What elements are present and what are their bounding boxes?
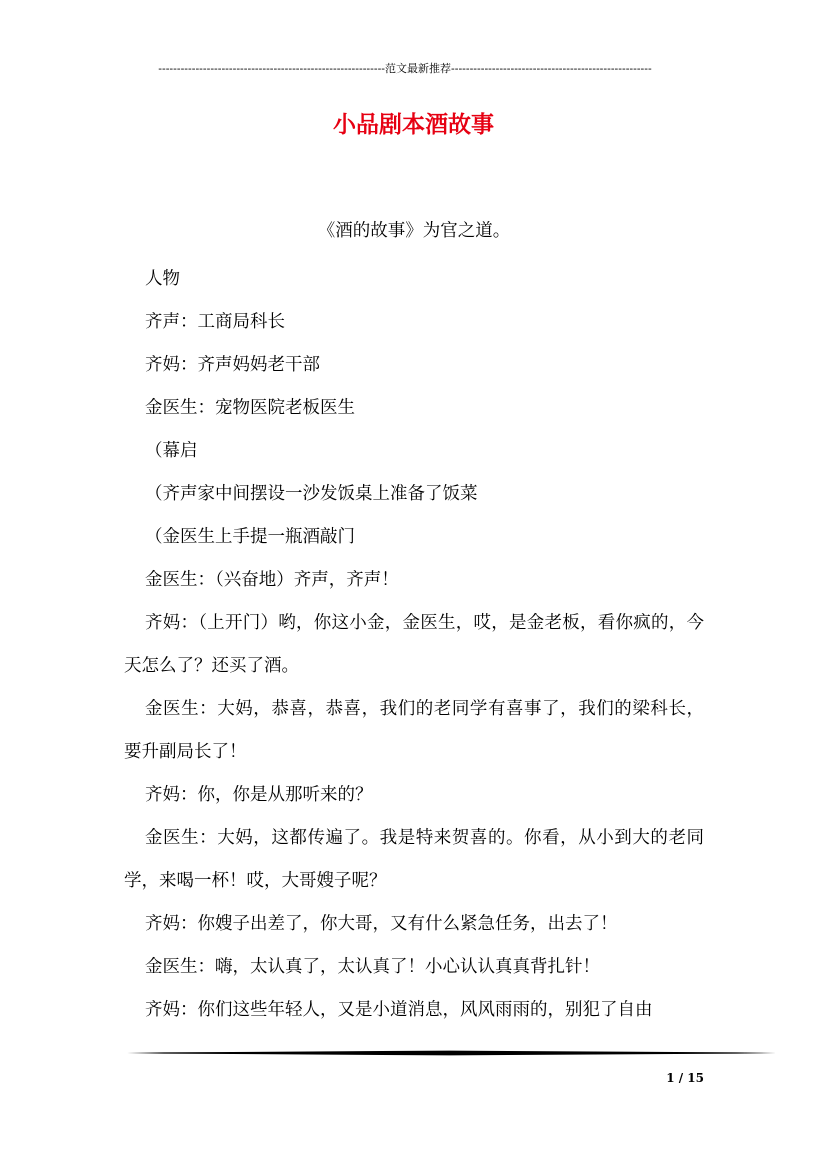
paragraph: （幕启 (145, 441, 198, 461)
paragraph: （齐声家中间摆设一沙发饭桌上准备了饭菜 (145, 484, 478, 504)
paragraph: 金医生：大妈，恭喜，恭喜，我们的老同学有喜事了，我们的梁科长，要升副局长了！ (124, 699, 704, 762)
paragraph: （金医生上手提一瓶酒敲门 (145, 527, 355, 547)
document-subtitle: 《酒的故事》为官之道。 (317, 221, 511, 241)
paragraph: 齐妈：你，你是从那听来的？ (145, 785, 373, 805)
page-header: -------------------------------------------------------------范文最新推荐------------------------------------------------------ (158, 62, 652, 75)
paragraph: 金医生：（兴奋地）齐声，齐声！ (145, 570, 399, 590)
paragraph: 金医生：大妈，这都传遍了。我是特来贺喜的。你看，从小到大的老同学，来喝一杯！哎，大哥嫂子呢？ (124, 828, 704, 891)
document-body (124, 258, 704, 1032)
paragraph: 齐妈：齐声妈妈老干部 (145, 355, 320, 375)
paragraph: 人物 (145, 269, 180, 289)
paragraph: 齐妈：你嫂子出差了，你大哥，又有什么紧急任务，出去了！ (145, 914, 618, 934)
paragraph: 金医生：宠物医院老板医生 (145, 398, 355, 418)
paragraph: 金医生：嗨，太认真了，太认真了！小心认认真真背扎针！ (145, 957, 600, 977)
paragraph: 齐妈：（上开门）哟，你这小金，金医生，哎，是金老板，看你疯的，今天怎么了？还买了酒。 (124, 613, 704, 676)
footer-divider (124, 1046, 776, 1060)
document-title: 小品剧本酒故事 (333, 112, 494, 138)
paragraph: 齐妈：你们这些年轻人，又是小道消息，风风雨雨的，别犯了自由 (145, 1000, 653, 1020)
paragraph: 齐声：工商局科长 (145, 312, 285, 332)
page-number: 1 / 15 (666, 1071, 704, 1085)
